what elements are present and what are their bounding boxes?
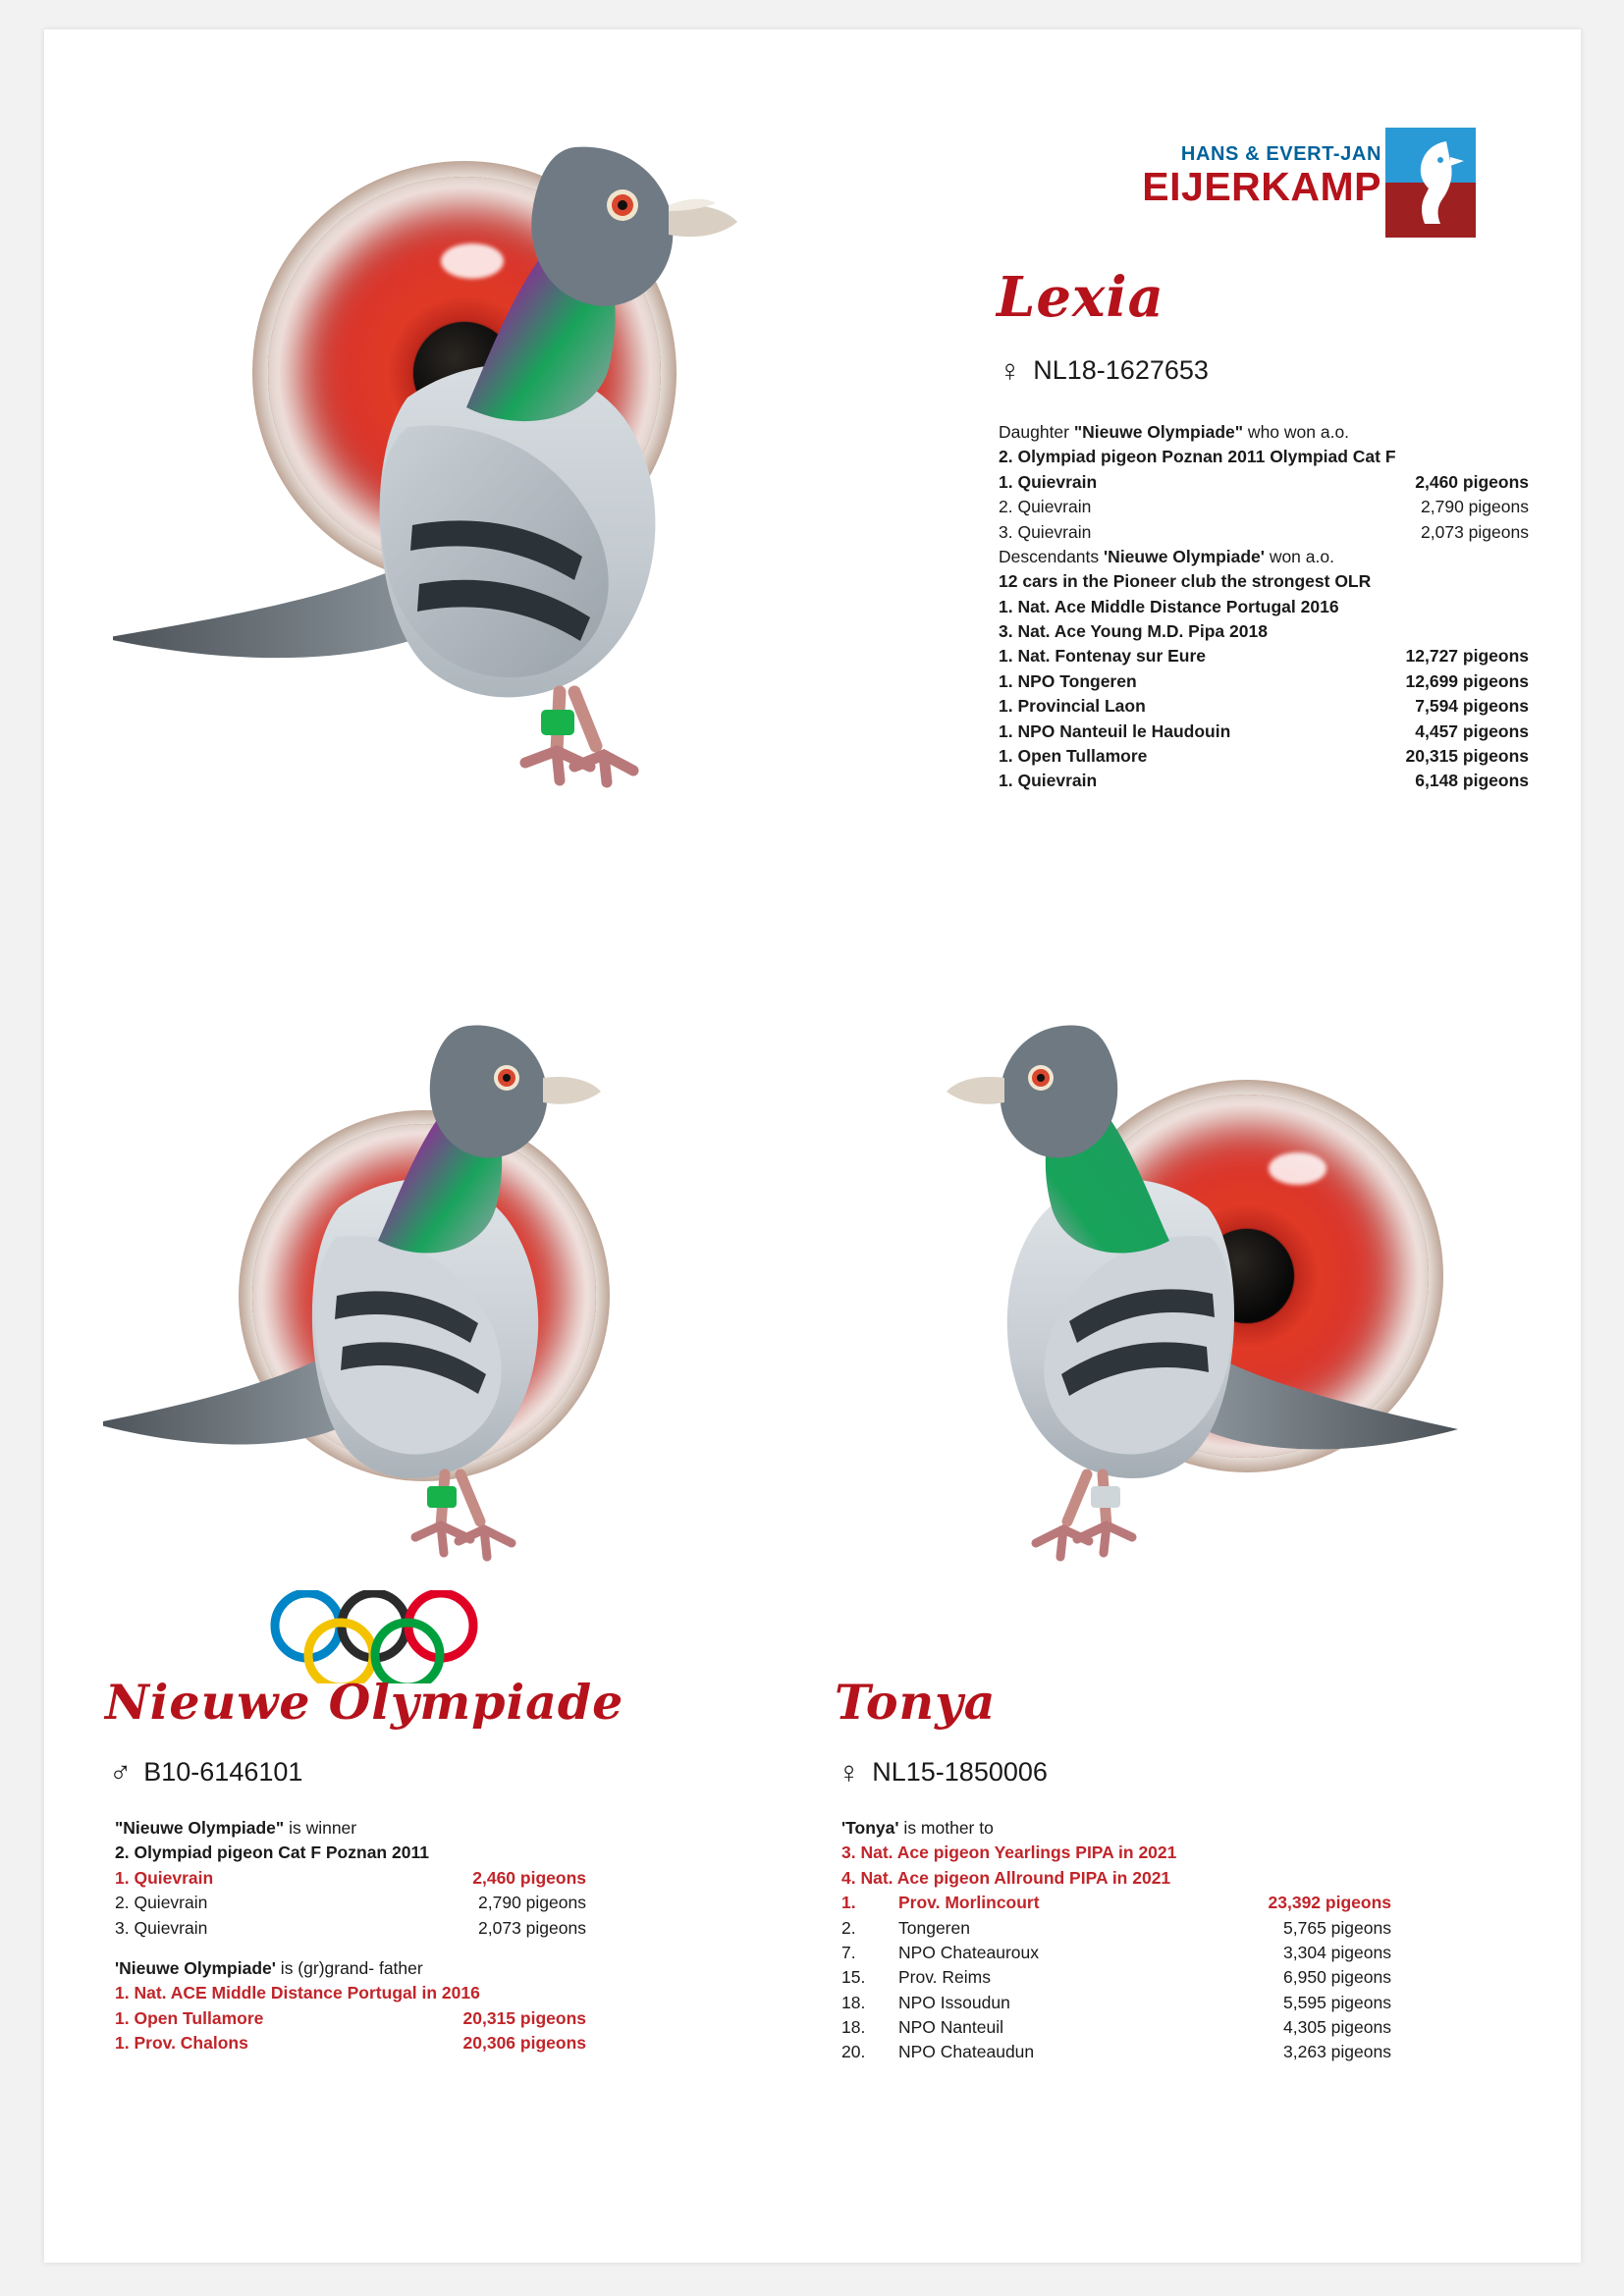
- brand-logo-text: [1142, 144, 1381, 207]
- table-row: [999, 744, 1529, 769]
- tonya-name: Tonya: [835, 1674, 997, 1731]
- nieuwe-olympiade-ring-line: [109, 1757, 302, 1788]
- result-rank: 15.: [841, 1967, 866, 1988]
- tonya-intro: [841, 1816, 1391, 1841]
- pigeon-head-glyph: [1385, 128, 1476, 238]
- table-row: [999, 445, 1529, 469]
- result-count: 2,460 pigeons: [472, 1867, 586, 1888]
- brand-logo-line1: HANS & EVERT-JAN: [1180, 143, 1381, 165]
- table-row: [115, 2006, 586, 2031]
- result-race: 1. Provincial Laon: [999, 696, 1146, 717]
- lexia-intro-bold: "Nieuwe Olympiade": [1073, 422, 1244, 442]
- table-row: [999, 619, 1529, 644]
- olympiade-intro: [115, 1816, 586, 1841]
- lexia-ring-number: NL18-1627653: [1033, 355, 1209, 385]
- result-rank: 2.: [841, 1917, 856, 1938]
- result-count: 7,594 pigeons: [1415, 696, 1529, 717]
- lexia-intro-plain: Daughter: [999, 422, 1074, 442]
- table-row: [841, 1891, 1391, 1915]
- lexia-name: Lexia: [997, 265, 1164, 330]
- result-count: 2,460 pigeons: [1415, 471, 1529, 492]
- brand-logo: [1114, 83, 1497, 209]
- result-race: 2. Olympiad pigeon Poznan 2011 Olympiad Cat F: [999, 447, 1396, 467]
- olympiade-intro2-bold: 'Nieuwe Olympiade': [115, 1957, 276, 1978]
- table-row: [999, 595, 1529, 619]
- result-race: 1. Open Tullamore: [115, 2007, 264, 2028]
- result-race: 3. Quievrain: [115, 1917, 208, 1938]
- result-race: NPO Issoudun: [898, 1992, 1010, 2012]
- result-count: 6,950 pigeons: [1283, 1967, 1391, 1988]
- lexia-stats: [999, 420, 1529, 794]
- table-row: [999, 769, 1529, 793]
- nieuwe-olympiade-stats: [115, 1816, 586, 2056]
- table-row: [999, 644, 1529, 668]
- olympiade-intro-bold: "Nieuwe Olympiade": [115, 1818, 285, 1838]
- result-count: 4,305 pigeons: [1283, 2017, 1391, 2037]
- result-race: 4. Nat. Ace pigeon Allround PIPA in 2021: [841, 1867, 1171, 1888]
- result-count: 5,765 pigeons: [1283, 1917, 1391, 1938]
- result-count: 2,790 pigeons: [1421, 497, 1529, 517]
- pigeon-illustration: [113, 103, 997, 987]
- gender-female-icon: ♀: [838, 1755, 861, 1789]
- result-rank: 7.: [841, 1942, 856, 1962]
- result-count: 3,263 pigeons: [1283, 2042, 1391, 2062]
- result-race: NPO Nanteuil: [898, 2017, 1003, 2037]
- olympiade-intro-tail: is winner: [284, 1818, 357, 1838]
- result-race: 2. Quievrain: [999, 497, 1092, 517]
- result-race: 1. Nat. Fontenay sur Eure: [999, 646, 1207, 667]
- result-count: 20,315 pigeons: [462, 2007, 586, 2028]
- lexia-intro-tail: who won a.o.: [1243, 422, 1350, 442]
- table-row: [841, 1941, 1391, 1965]
- result-race: 1. Quievrain: [999, 771, 1098, 791]
- pedigree-card: [44, 29, 1581, 2263]
- table-row: [841, 1866, 1391, 1891]
- result-race: 2. Quievrain: [115, 1893, 208, 1913]
- result-race: 1. NPO Nanteuil le Haudouin: [999, 721, 1231, 741]
- brand-logo-line2: EIJERKAMP: [1142, 164, 1381, 209]
- result-count: 2,790 pigeons: [478, 1893, 586, 1913]
- result-race: 1. NPO Tongeren: [999, 670, 1137, 691]
- result-count: 3,304 pigeons: [1283, 1942, 1391, 1962]
- result-race: 3. Nat. Ace pigeon Yearlings PIPA in 2021: [841, 1842, 1177, 1863]
- table-row: [115, 2031, 586, 2056]
- result-race: 1. Prov. Chalons: [115, 2033, 248, 2053]
- tonya-stats: [841, 1816, 1391, 2065]
- olympiade-intro2: [115, 1956, 586, 1981]
- tonya-ring-number: NL15-1850006: [872, 1757, 1048, 1787]
- nieuwe-olympiade-ring-number: B10-6146101: [143, 1757, 303, 1787]
- table-row: [999, 520, 1529, 545]
- result-rank: 18.: [841, 2017, 866, 2037]
- table-row: [841, 1965, 1391, 1990]
- lexia-pigeon-photo: [113, 103, 997, 987]
- result-race: NPO Chateauroux: [898, 1942, 1039, 1962]
- tonya-intro-bold: 'Tonya': [841, 1818, 899, 1838]
- result-count: 2,073 pigeons: [1421, 521, 1529, 542]
- result-rank: 20.: [841, 2042, 866, 2062]
- tonya-intro-tail: is mother to: [898, 1818, 994, 1838]
- gender-male-icon: ♂: [109, 1755, 133, 1789]
- table-row: [999, 569, 1529, 594]
- result-count: 12,727 pigeons: [1405, 646, 1529, 667]
- result-count: 23,392 pigeons: [1268, 1893, 1391, 1913]
- lexia-ring-line: [999, 355, 1209, 386]
- table-row: [999, 720, 1529, 744]
- tonya-ring-line: [838, 1757, 1048, 1788]
- lexia-intro: [999, 420, 1529, 445]
- pigeon-illustration: [820, 1001, 1458, 1708]
- result-race: 3. Quievrain: [999, 521, 1092, 542]
- result-count: 12,699 pigeons: [1405, 670, 1529, 691]
- result-race: Prov. Reims: [898, 1967, 991, 1988]
- table-row: [115, 1866, 586, 1891]
- table-row: [999, 694, 1529, 719]
- result-race: 1. Nat. ACE Middle Distance Portugal in 2016: [115, 1983, 480, 2003]
- lexia-descendants-intro: [999, 545, 1529, 569]
- table-row: [115, 1841, 586, 1865]
- table-row: [115, 1981, 586, 2005]
- table-row: [841, 1991, 1391, 2015]
- divider-space: [115, 1941, 586, 1956]
- desc-plain: Descendants: [999, 546, 1105, 566]
- result-race: NPO Chateaudun: [898, 2042, 1035, 2062]
- pigeon-head-icon: [1385, 128, 1476, 238]
- table-row: [841, 1841, 1391, 1865]
- table-row: [841, 2040, 1391, 2064]
- result-count: 6,148 pigeons: [1415, 771, 1529, 791]
- table-row: [841, 1916, 1391, 1941]
- tonya-pigeon-photo: [820, 1001, 1458, 1708]
- table-row: [999, 470, 1529, 495]
- result-race: 1. Nat. Ace Middle Distance Portugal 2016: [999, 596, 1339, 616]
- result-rank: 1.: [841, 1893, 856, 1913]
- result-count: 20,315 pigeons: [1405, 745, 1529, 766]
- result-count: 5,595 pigeons: [1283, 1992, 1391, 2012]
- nieuwe-olympiade-name: Nieuwe Olympiade: [105, 1674, 624, 1731]
- result-race: 2. Olympiad pigeon Cat F Poznan 2011: [115, 1842, 429, 1863]
- result-count: 20,306 pigeons: [462, 2033, 586, 2053]
- table-row: [999, 669, 1529, 694]
- desc-bold: 'Nieuwe Olympiade': [1104, 546, 1265, 566]
- result-race: 12 cars in the Pioneer club the strongest OLR: [999, 571, 1372, 592]
- result-race: Prov. Morlincourt: [898, 1893, 1040, 1913]
- desc-tail: won a.o.: [1264, 546, 1334, 566]
- result-race: 1. Quievrain: [115, 1867, 214, 1888]
- table-row: [115, 1891, 586, 1915]
- result-race: 1. Open Tullamore: [999, 745, 1148, 766]
- table-row: [999, 495, 1529, 519]
- result-race: 1. Quievrain: [999, 471, 1098, 492]
- table-row: [115, 1916, 586, 1941]
- table-row: [841, 2015, 1391, 2040]
- result-race: 3. Nat. Ace Young M.D. Pipa 2018: [999, 621, 1268, 641]
- olympiade-intro2-tail: is (gr)grand- father: [275, 1957, 423, 1978]
- gender-female-icon: ♀: [999, 353, 1022, 388]
- result-count: 4,457 pigeons: [1415, 721, 1529, 741]
- result-rank: 18.: [841, 1992, 866, 2012]
- result-race: Tongeren: [898, 1917, 970, 1938]
- result-count: 2,073 pigeons: [478, 1917, 586, 1938]
